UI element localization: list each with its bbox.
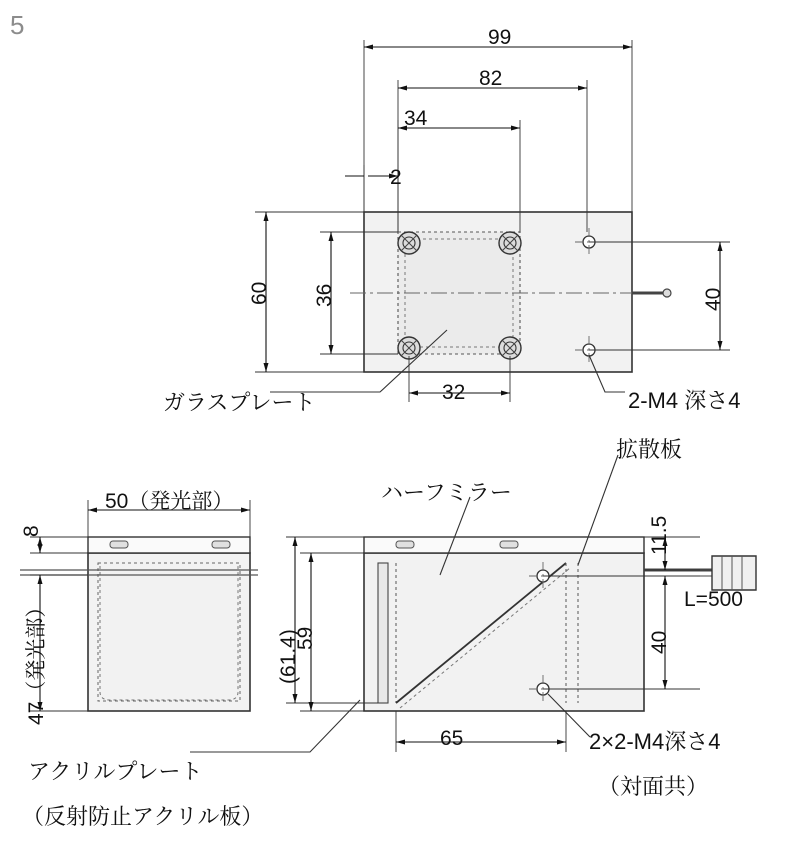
dim-32: 32 <box>442 381 466 404</box>
dim-50: 50（発光部） <box>105 490 234 513</box>
dim-2: 2 <box>390 166 402 189</box>
label-diffuser: 拡散板 <box>616 437 683 462</box>
dim-47: 47（発光部） <box>25 596 48 725</box>
label-2x2-m4: 2×2-M4深さ4 <box>589 729 721 754</box>
dim-36: 36 <box>313 283 336 307</box>
label-2-m4: 2-M4 深さ4 <box>628 388 741 413</box>
dim-99: 99 <box>488 26 512 49</box>
dim-34: 34 <box>404 107 428 130</box>
dim-65: 65 <box>440 727 464 750</box>
dim-59: 59 <box>294 626 317 650</box>
dim-40-front: 40 <box>648 630 671 654</box>
dim-11-5: 11.5 <box>648 515 671 555</box>
dim-8: 8 <box>20 525 43 537</box>
dim-40-top: 40 <box>702 287 725 311</box>
label-cable-length: L=500 <box>684 588 743 611</box>
dim-60: 60 <box>248 281 271 305</box>
label-2x2-m4-sub: （対面共） <box>598 774 709 799</box>
dim-82: 82 <box>479 67 503 90</box>
label-glass-plate: ガラスプレート <box>163 390 316 415</box>
label-acrylic-plate-sub: （反射防止アクリル板） <box>22 804 264 829</box>
label-acrylic-plate: アクリルプレート <box>28 759 203 784</box>
label-half-mirror: ハーフミラー <box>381 480 512 505</box>
page-number: 5 <box>10 10 25 40</box>
dim-61-4: (61.4) <box>277 629 300 684</box>
